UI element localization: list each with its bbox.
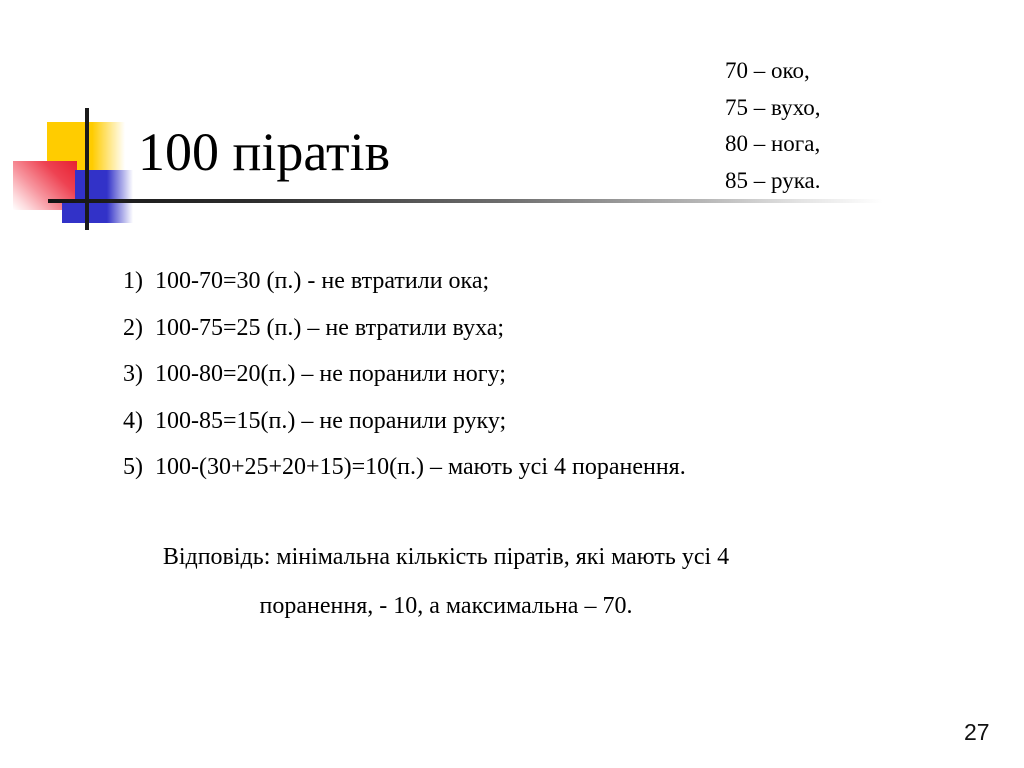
step-number: 3) [123, 361, 143, 387]
legend-block [725, 53, 820, 199]
legend-line: 80 – нога, [725, 131, 821, 157]
legend-line: 85 – рука. [725, 167, 821, 193]
step-text: 100-85=15(п.) – не поранили руку; [155, 407, 507, 434]
step-text: 100-(30+25+20+15)=10(п.) – мають усі 4 поранення. [155, 454, 686, 480]
answer-line-2: поранення, - 10, а максимальна – 70. [259, 593, 633, 619]
step-number: 2) [123, 314, 143, 341]
step-text: 100-80=20(п.) – не поранили ногу; [155, 361, 506, 387]
step-number: 4) [123, 407, 143, 434]
solution-steps [123, 258, 686, 491]
step-item [123, 305, 686, 352]
legend-line: 70 – око, [725, 58, 810, 83]
answer-line-1: Відповідь: мінімальна кількість піратів, які мають усі 4 [162, 544, 730, 570]
decoration-vertical-line [85, 108, 89, 230]
step-number: 1) [123, 268, 143, 294]
answer-block [135, 533, 757, 631]
step-item [123, 398, 686, 445]
slide-title: 100 піратів [138, 122, 391, 182]
step-item [123, 351, 686, 398]
step-item [123, 444, 686, 491]
step-number: 5) [123, 454, 143, 480]
legend-line: 75 – вухо, [725, 94, 821, 120]
step-text: 100-75=25 (п.) – не втратили вуха; [155, 314, 505, 341]
decoration-horizontal-rule [48, 199, 883, 203]
step-text: 100-70=30 (п.) - не втратили ока; [155, 268, 490, 294]
step-item [123, 258, 686, 305]
page-number: 27 [964, 719, 990, 745]
